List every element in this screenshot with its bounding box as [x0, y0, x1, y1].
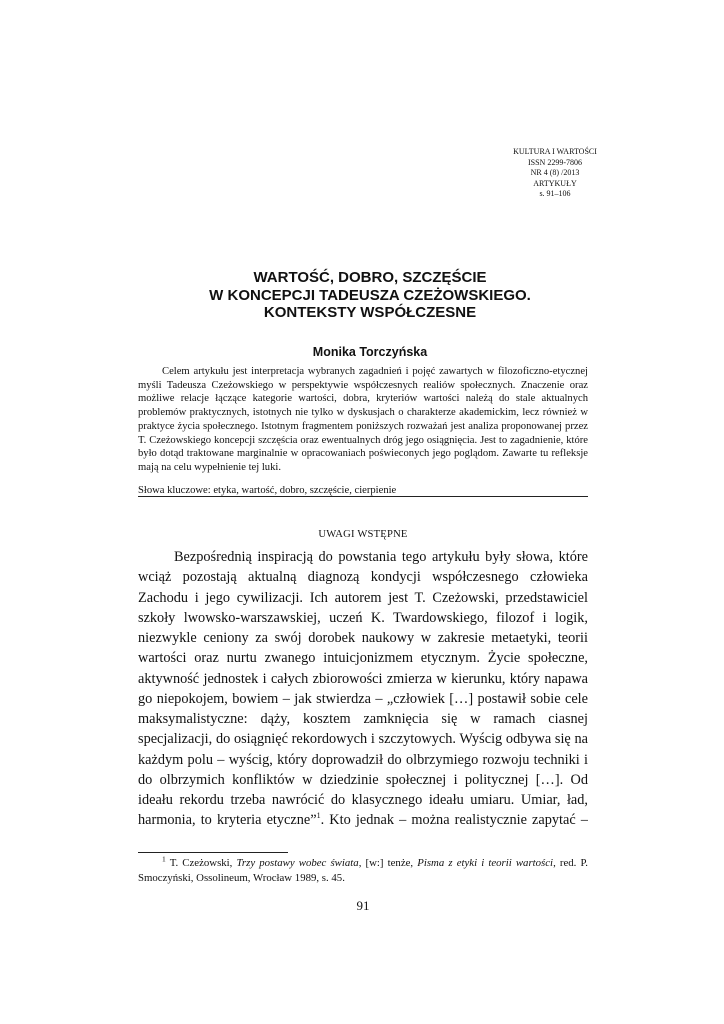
footnote [138, 856, 588, 886]
abstract: Celem artykułu jest interpretacja wybranych zagadnień i pojęć zawartych w filozoficzno-etycznej myśli Tadeusza Czeżowskiego w perspektywie współczesnych realiów społecznych. Znaczenie oraz możliwe relacje łączące kategorie wartości, dobra, kryteriów wartości należą do stale aktualnych problemów praktycznych, istotnych nie tylko w dyskusjach o charakterze akademickim, lecz również w praktyce życia społecznego. Istotnym fragmentem poniższych rozważań jest analiza proponowanej przez T. Czeżowskiego koncepcji szczęścia oraz ewentualnych dróg jego osiągnięcia. Jest to zagadnienie, które było dotąd traktowane marginalnie w opracowaniach poświeconych jego poglądom. Zawarte tu refleksje mają na celu wypełnienie tej luki. [138, 366, 588, 473]
body-paragraph [138, 547, 588, 831]
section-heading: UWAGI WSTĘPNE [318, 529, 408, 540]
abstract-divider [138, 496, 588, 497]
footnote-author: T. Czeżowski, [169, 857, 237, 869]
keywords: Słowa kluczowe: etyka, wartość, dobro, szczęście, cierpienie [138, 485, 397, 496]
author-name: Monika Torczyńska [312, 345, 428, 359]
footnote-reference[interactable]: 1 [316, 811, 321, 821]
body-text-part-1: Bezpośrednią inspiracją do powstania tego artykułu były słowa, które wciąż pozostają aktualną diagnozą kondycji współczesnego człowieka Zachodu i jego cywilizacji. Ich autorem jest T. Czeżowski, przedstawiciel szkoły lwowsko-warszawskiej, uczeń K. Twardowskiego, filozof i logik, niezwykle ceniony za swój dorobek naukowy w zakresie metaetyki, teorii wartości oraz nurtu zwanego intuicjonizmem etycznym. Życie społeczne, aktywność jednostek i całych zbiorowości zmierza w kierunku, który napawa go niepokojem, bowiem – jak stwierdza – „człowiek […] postawił sobie cele maksymalistyczne: dąży, kosztem zamknięcia się w ramach ciasnej specjalizacji, do osiągnięć rekordowych i szczytowych. Wyścig odbywa się na każdym polu – wyścig, który doprowadził do olbrzymiego rozwoju techniki i do olbrzymich konfliktów w dziedzinie społecznej i politycznej […]. Od ideału rekordu trzeba nawrócić do klasycznego ideału umiaru. Umiar, ład, harmonia, to kryteria etyczne” [138, 549, 588, 829]
journal-name: KULTURA I WARTOŚCI [513, 147, 597, 156]
footnote-divider [138, 852, 288, 853]
journal-section: ARTYKUŁY [533, 178, 577, 188]
journal-issn: ISSN 2299-7806 [527, 157, 582, 167]
journal-issue: NR 4 (8) /2013 [530, 168, 580, 177]
title-line-3: KONTEKSTY WSPÓŁCZESNE [263, 304, 477, 321]
journal-info [470, 147, 640, 200]
title-line-2: W KONCEPCJI TADEUSZA CZEŻOWSKIEGO. [209, 286, 531, 304]
footnote-tail: , red. P. Smoczyński, Ossolineum, Wrocław 1989, s. 45. [138, 857, 589, 884]
article-title [120, 269, 620, 322]
title-line-1: WARTOŚĆ, DOBRO, SZCZĘŚCIE [253, 269, 487, 286]
journal-pages: s. 91–106 [539, 189, 571, 198]
footnote-number: 1 [162, 854, 166, 864]
page-number: 91 [356, 898, 370, 913]
body-text-part-2: . Kto jednak – można realistycznie zapytać – [320, 812, 588, 829]
footnote-work-1: Trzy postawy wobec świata [236, 857, 359, 869]
footnote-work-2: Pisma z etyki i teorii wartości [417, 857, 554, 869]
footnote-middle: , [w:] tenże, [358, 857, 418, 869]
